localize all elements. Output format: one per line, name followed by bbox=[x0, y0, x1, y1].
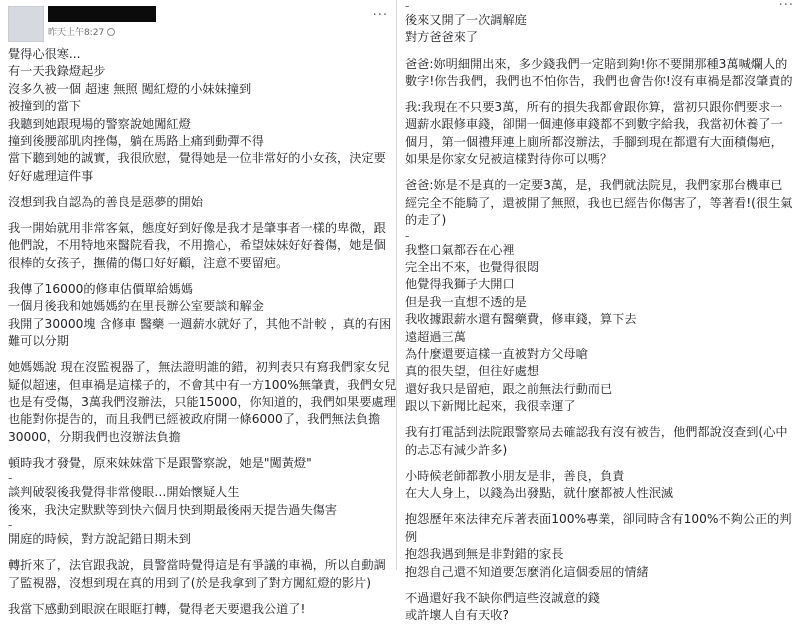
post-text-line: 為什麼還要這樣一直被對方父母嗆 bbox=[405, 346, 588, 361]
post-text-line: 30000，分期我們也沒辦法負擔 bbox=[8, 429, 181, 444]
section-separator: - bbox=[405, 0, 410, 13]
paragraph-gap bbox=[8, 211, 392, 220]
post-text-line: 經完全不能騎了，還被開了無照，我也已經告你傷害了，等著看!(很生氣 bbox=[405, 195, 793, 210]
post-text-line: 我當下感動到眼淚在眼眶打轉，覺得老天要還我公道了! bbox=[8, 601, 306, 616]
paragraph-gap bbox=[8, 351, 392, 360]
post-text-line: 疑似超速，但車禍是這樣子的，不會其中有一方100%無肇責，我們女兒 bbox=[8, 377, 397, 392]
post-text-line: 頓時我才發覺，原來妹妹當下是跟警察說，她是"闖黃燈" bbox=[8, 455, 312, 470]
post-text-line: 我聽到她跟現場的警察說她闖紅燈 bbox=[8, 116, 191, 131]
post-text-line: 轉折來了，法官跟我說，員警當時覺得這是有爭議的車禍，所以自動調 bbox=[8, 558, 386, 573]
post-text-line: 當下聽到她的誠實，我很欣慰，覺得她是一位非常好的小女孩，決定要 bbox=[8, 151, 386, 166]
paragraph-gap bbox=[405, 581, 794, 590]
post-text-line: 我收據跟薪水還有醫藥費，修車錢，算下去 bbox=[405, 312, 637, 327]
post-text-line: 我:我現在不只要3萬，所有的損失我都會跟你算，當初只跟你們要求一 bbox=[405, 100, 783, 114]
post-text-line: 個月，第一個禮拜連上廁所都沒辦法，手腳到現在都還有大面積傷疤， bbox=[405, 134, 783, 149]
post-text-line: 完全出不來，也覺得很悶 bbox=[405, 259, 540, 274]
paragraph-gap bbox=[405, 90, 794, 99]
post-text-line: 還好我只是留疤，跟之前無法行動而已 bbox=[405, 381, 613, 396]
post-text-line: 開庭的時候，對方說記錯日期未到 bbox=[8, 532, 191, 547]
post-text-line: 沒多久被一個 超速 無照 闖紅燈的小妹妹撞到 bbox=[8, 81, 252, 96]
post-text-line: 不過還好我不缺你們這些沒誠意的錢 bbox=[405, 590, 600, 605]
post-text-line: 真的很失望，但往好處想 bbox=[405, 364, 540, 379]
post-text-line: 他覺得我獅子大開口 bbox=[405, 277, 515, 292]
post-text-line: 例 bbox=[405, 529, 418, 544]
post-text-line: 或許壞人自有天收? bbox=[405, 608, 509, 622]
paragraph-gap bbox=[405, 416, 794, 425]
post-text-line: 她媽媽說 現在沒監視器了，無法證明誰的錯，初判表只有寫我們家女兒 bbox=[8, 360, 390, 375]
post-text-line: 對方爸爸來了 bbox=[405, 30, 479, 45]
post-text-line: 我傳了16000的修車估價單給媽媽 bbox=[8, 281, 194, 296]
post-text-line: 抱怨我遇到無是非對錯的家長 bbox=[405, 547, 564, 562]
post-text-line: 了監視器，沒想到現在真的用到了(於是我拿到了對方闖紅燈的影片) bbox=[8, 575, 371, 590]
more-options-icon-right[interactable]: ··· bbox=[778, 0, 794, 13]
left-post-panel bbox=[0, 0, 397, 616]
avatar[interactable] bbox=[8, 6, 44, 42]
post-text-line: 我整口氣都吞在心裡 bbox=[405, 242, 515, 257]
post-text-line: 遠超過三萬 bbox=[405, 329, 466, 344]
redacted-author-name[interactable] bbox=[48, 6, 156, 22]
section-separator: - bbox=[405, 228, 410, 243]
post-text-line: 抱怨自己還不知道要怎麼消化這個委屈的情緒 bbox=[405, 564, 649, 579]
post-text-line: 跟以下新聞比起來，我很幸運了 bbox=[405, 399, 576, 414]
post-text-line: 也能對你提告的，而且我們已經被政府開一條6000了，我們無法負擔 bbox=[8, 412, 381, 427]
post-text-line: 我開了30000塊 含修車 醫藥 一週薪水就好了，其他不計較 ，真的有困 bbox=[8, 316, 392, 331]
paragraph-gap bbox=[8, 185, 392, 194]
post-text-line: 談判破裂後我覺得非常傻眼…開始懷疑人生 bbox=[8, 485, 240, 500]
post-text-line: 也是有受傷，3萬我們沒辦法，只能15000，你知道的，我們如果要處理 bbox=[8, 395, 396, 410]
post-text-line: 被撞到的當下 bbox=[8, 99, 82, 114]
more-options-icon[interactable]: ··· bbox=[372, 8, 388, 23]
post-body-right bbox=[405, 0, 794, 624]
post-timestamp[interactable]: 昨天上午8:27 bbox=[48, 25, 156, 38]
post-text-line: 很棒的女孩子，撫備的傷口好好顧，注意不要留疤。 bbox=[8, 255, 289, 270]
post-text-line: 數字!你告我們，我們也不怕你告，我們也會告你!沒有車禍是都沒肇責的 bbox=[405, 73, 793, 88]
globe-icon bbox=[107, 28, 115, 36]
paragraph-gap bbox=[405, 169, 794, 178]
post-text-line: 後來，我決定默默等到快六個月快到期最後兩天提告過失傷害 bbox=[8, 502, 338, 517]
post-text-line: 的忐忑有減少許多) bbox=[405, 442, 508, 457]
post-text-line: 好好處理這件事 bbox=[8, 168, 94, 183]
right-post-panel bbox=[397, 0, 800, 622]
post-text-line: 小時候老師都教小朋友是非，善良，負責 bbox=[405, 468, 625, 483]
post-text-line: 的走了) bbox=[405, 213, 447, 228]
section-separator: - bbox=[8, 471, 13, 486]
post-text-line: 如果是你家女兒被這樣對待你可以嗎？ bbox=[405, 152, 613, 167]
post-text-line: 沒想到我自認為的善良是惡夢的開始 bbox=[8, 194, 203, 209]
post-text-line: 我一開始就用非常客氣，態度好到好像是我才是肇事者一樣的卑微，跟 bbox=[8, 221, 386, 236]
post-text-line: 覺得心很寒... bbox=[8, 47, 81, 61]
post-text-line: 爸爸:妳明細開出來，多少錢我們一定賠到夠!你不要開那種3萬喊爛人的 bbox=[405, 56, 788, 71]
post-text-line: 在大人身上，以錢為出發點，就什麼都被人性泯滅 bbox=[405, 486, 674, 501]
post-text-line: 我有打電話到法院跟警察局去確認我有沒有被告，他們都說沒查到(心中 bbox=[405, 425, 788, 440]
paragraph-gap bbox=[8, 446, 392, 455]
post-text-line: 有一天我錄燈起步 bbox=[8, 64, 106, 79]
post-text-line: 爸爸:妳是不是真的一定要3萬，是，我們就法院見，我們家那台機車已 bbox=[405, 178, 783, 193]
paragraph-gap bbox=[8, 272, 392, 281]
post-text-line: 後來又開了一次調解庭 bbox=[405, 13, 527, 27]
paragraph-gap bbox=[405, 47, 794, 56]
post-text-line: 難可以分期 bbox=[8, 334, 69, 349]
post-text-line: 抱怨歷年來法律充斥著表面100%專業，卻同時含有100%不夠公正的判 bbox=[405, 512, 792, 527]
paragraph-gap bbox=[405, 459, 794, 468]
post-body-left bbox=[8, 46, 397, 618]
post-text-line: 一個月後我和她媽媽約在里長辦公室要談和解金 bbox=[8, 299, 264, 314]
post-text-line: 週薪水跟修車錢，卻開一個連修車錢都不到數字給我，我當初休養了一 bbox=[405, 117, 783, 132]
post-text-line: 但是我一直想不透的是 bbox=[405, 294, 527, 309]
paragraph-gap bbox=[405, 503, 794, 512]
paragraph-gap bbox=[8, 549, 392, 558]
post-header bbox=[8, 6, 392, 46]
paragraph-gap bbox=[8, 592, 392, 601]
post-text-line: 他們說，不用特地來醫院看我，不用擔心，希望妹妹好好養傷，她是個 bbox=[8, 238, 386, 253]
section-separator: - bbox=[8, 518, 13, 533]
post-text-line: 撞到後腰部肌肉挫傷，躺在馬路上痛到動彈不得 bbox=[8, 134, 264, 149]
